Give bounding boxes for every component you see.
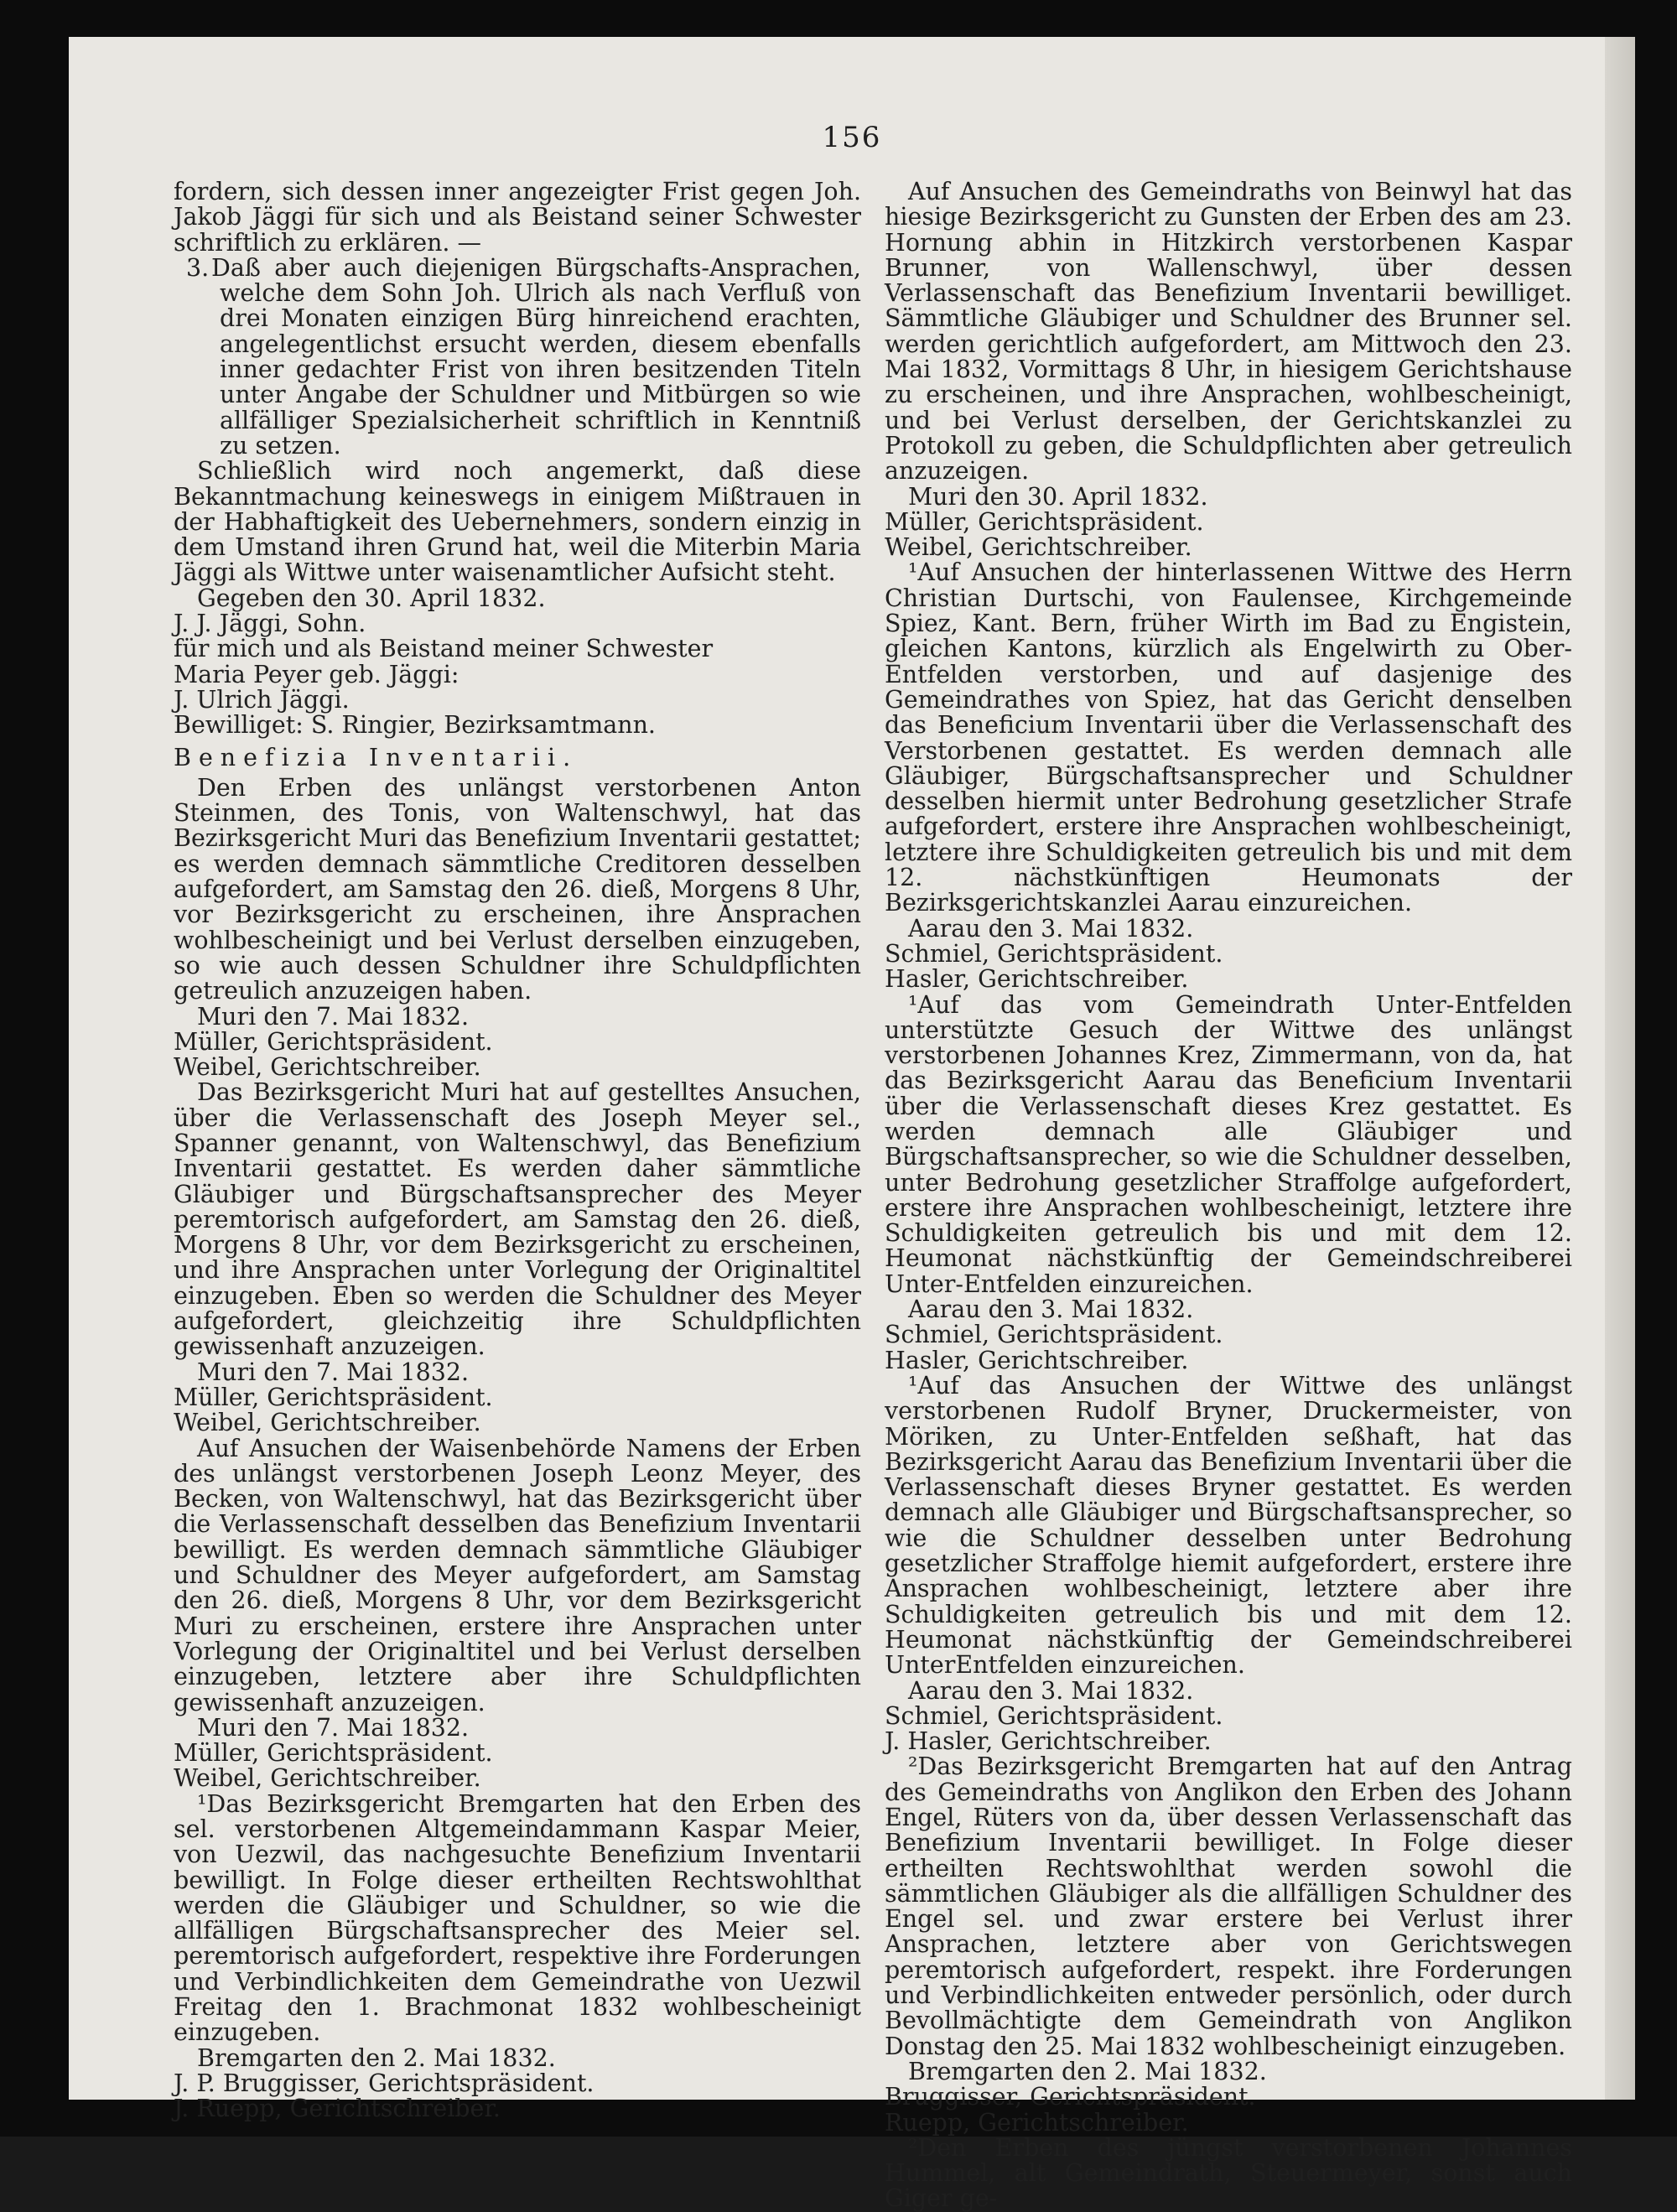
signature-line: Hasler, Gerichtschreiber.: [885, 1346, 1189, 1374]
numbered-paragraph: [174, 253, 861, 460]
signature-line: Schmiel, Gerichtspräsident.: [885, 1701, 1223, 1730]
dateline: Muri den 30. April 1832.: [908, 482, 1208, 511]
signature-line: Müller, Gerichtspräsident.: [885, 507, 1204, 536]
dateline: Aarau den 3. Mai 1832.: [908, 1296, 1194, 1324]
page-edge: [1605, 37, 1635, 2100]
signature-line: Müller, Gerichtspräsident.: [174, 1027, 493, 1056]
left-column: [174, 179, 861, 2122]
dateline: Aarau den 3. Mai 1832.: [908, 1676, 1194, 1705]
notice: ¹Das Bezirksgericht Bremgarten hat den Erben des sel. verstorbenen Altgemeindammann Kaspar Meier, von Uezwil, das nachgesuchte Benefizium Inventarii bewilligt. In Folge dieser ertheilten Rechtswohlthat werden die Gläubiger und Schuldner, so wie die allfälligen Bürgschaftsansprecher des Meier sel. peremtorisch aufgefordert, respektive ihre Forderungen und Verbindlichkeiten dem Gemeindrathe von Uezwil Freitag den 1. Brachmonat 1832 wohlbescheinigt einzugeben.: [174, 1789, 861, 2047]
notice: ¹Auf das Ansuchen der Wittwe des unlängst verstorbenen Rudolf Bryner, Druckermeister, von Möriken, zu Unter-Entfelden seßhaft, hat das Bezirksgericht Aarau das Benefizium Inventarii über die Verlassenschaft dieses Bryner gestattet. Es werden demnach alle Gläubiger und Bürgschaftsansprecher, so wie die Schuldner desselben unter Bedrohung gesetzlicher Straffolge hiemit aufgefordert, erstere ihre Ansprachen wohlbescheinigt, letztere aber ihre Schuldigkeiten getreulich bis und mit dem 12. Heumonat nächstkünftig der Gemeindschreiberei UnterEntfelden einzureichen.: [885, 1371, 1572, 1680]
signature-line: J. Ulrich Jäggi.: [174, 685, 350, 714]
signature-line: Weibel, Gerichtschreiber.: [885, 533, 1192, 562]
right-column: [885, 179, 1572, 2212]
signature-line: Schmiel, Gerichtspräsident.: [885, 939, 1223, 968]
signature-line: J. J. Jäggi, Sohn.: [174, 610, 366, 638]
signature-line: Hasler, Gerichtschreiber.: [885, 965, 1189, 994]
notice: ¹Auf Ansuchen der hinterlassenen Wittwe des Herrn Christian Durtschi, von Faulensee, Kirchgemeinde Spiez, Kant. Bern, früher Wirth im Bad zu Engistein, gleichen Kantons, kürzlich als Engelwirth zu Ober-Entfelden verstorben, und auf dasjenige des Gemeindrathes von Spiez, hat das Gericht denselben das Beneficium Inventarii über die Verlassenschaft des Verstorbenen gestattet. Es werden demnach alle Gläubiger, Bürgschaftsansprecher und Schuldner desselben hiermit unter Bedrohung gesetzlicher Strafe aufgefordert, erstere ihre Ansprachen wohlbescheinigt, letztere ihre Schuldigkeiten getreulich bis und mit dem 12. nächstkünftigen Heumonats der Bezirksgerichtskanzlei Aarau einzureichen.: [885, 558, 1572, 917]
dateline: Gegeben den 30. April 1832.: [197, 584, 546, 612]
dateline: Muri den 7. Mai 1832.: [197, 1002, 470, 1031]
signature-line: Bruggisser, Gerichtspräsident.: [885, 2083, 1256, 2111]
signature-line: J. Ruepp, Gerichtschreiber.: [174, 2095, 501, 2123]
item-text: Daß aber auch diejenigen Bürgschafts-Ansprachen, welche dem Sohn Joh. Ulrich als nach Verfluß von drei Monaten einzigen Bürg hinreichend erachten, angelegentlichst ersucht werden, diesem ebenfalls inner gedachter Frist von ihren besitzenden Titeln unter Angabe der Schuldner und Mitbürgen so wie allfälliger Spezialsicherheit schriftlich in Kenntniß zu setzen.: [211, 253, 861, 460]
newspaper-page: [69, 37, 1635, 2212]
dateline: Bremgarten den 2. Mai 1832.: [197, 2043, 556, 2072]
notice: ¹Auf das vom Gemeindrath Unter-Entfelden unterstützte Gesuch der Wittwe des unlängst verstorbenen Johannes Krez, Zimmermann, von da, hat das Bezirksgericht Aarau das Beneficium Inventarii über die Verlassenschaft dieses Krez gestattet. Es werden demnach alle Gläubiger und Bürgschaftsansprecher, so wie die Schuldner desselben, unter Bedrohung gesetzlicher Straffolge aufgefordert, erstere ihre Ansprachen wohlbescheinigt, letztere ihre Schuldigkeiten getreulich bis und mit dem 12. Heumonat nächstkünftig der Gemeindschreiberei Unter-Entfelden einzureichen.: [885, 990, 1572, 1298]
notice: ²Den Erben des jüngst verstorbenen Johannes Hummel, alt Gemeindrath, Steuermeyer, sonst auch Giger ge-: [885, 2133, 1572, 2212]
dateline: Muri den 7. Mai 1832.: [197, 1358, 470, 1386]
dateline: Muri den 7. Mai 1832.: [197, 1713, 470, 1742]
dateline: Aarau den 3. Mai 1832.: [908, 914, 1194, 942]
notice: Das Bezirksgericht Muri hat auf gestelltes Ansuchen, über die Verlassenschaft des Joseph Meyer sel., Spanner genannt, von Waltenschwyl, das Benefizium Inventarii gestattet. Es werden daher sämmtliche Gläubiger und Bürgschaftsansprecher des Meyer peremtorisch aufgefordert, am Samstag den 26. dieß, Morgens 8 Uhr, vor dem Bezirksgericht zu erscheinen, und ihre Ansprachen unter Vorlegung der Originaltitel einzugeben. Eben so werden die Schuldner des Meyer aufgefordert, gleichzeitig ihre Schuldpflichten gewissenhaft anzuzeigen.: [174, 1078, 861, 1361]
page-number: 156: [822, 121, 882, 154]
signature-line: Müller, Gerichtspräsident.: [174, 1383, 493, 1411]
signature-line: Maria Peyer geb. Jäggi:: [174, 660, 459, 688]
item-number: 3.: [186, 253, 210, 282]
section-heading: Benefizia Inventarii.: [174, 743, 579, 771]
notice: ²Das Bezirksgericht Bremgarten hat auf den Antrag des Gemeindraths von Anglikon den Erben des Johann Engel, Rüters von da, über dessen Verlassenschaft das Benefizium Inventarii bewilliget. In Folge dieser ertheilten Rechtswohlthat werden sowohl die sämmtlichen Gläubiger als die allfälligen Schuldner des Engel sel. und zwar erstere bei Verlust ihrer Ansprachen, letztere aber von Gerichtswegen peremtorisch aufgefordert, respekt. ihre Forderungen und Verbindlichkeiten entweder persönlich, oder durch Bevollmächtigte dem Gemeindrath von Anglikon Donstag den 25. Mai 1832 wohlbescheinigt einzugeben.: [885, 1752, 1572, 2060]
signature-line: Schmiel, Gerichtspräsident.: [885, 1321, 1223, 1349]
approval-line: Bewilliget: S. Ringier, Bezirksamtmann.: [174, 711, 656, 740]
signature-line: J. P. Bruggisser, Gerichtspräsident.: [174, 2069, 594, 2097]
notice: Auf Ansuchen der Waisenbehörde Namens der Erben des unlängst verstorbenen Joseph Leonz Meyer, des Becken, von Waltenschwyl, hat das Bezirksgericht über die Verlassenschaft desselben das Benefizium Inventarii bewilligt. Es werden demnach sämmtliche Gläubiger und Schuldner des Meyer aufgefordert, am Samstag den 26. dieß, Morgens 8 Uhr, vor dem Bezirksgericht Muri zu erscheinen, erstere ihre Ansprachen unter Vorlegung der Originaltitel und bei Verlust derselben einzugeben, letztere aber ihre Schuldpflichten gewissenhaft anzuzeigen.: [174, 1434, 861, 1716]
paragraph: Schließlich wird noch angemerkt, daß diese Bekanntmachung keineswegs in einigem Mißtrauen in der Habhaftigkeit des Uebernehmers, sondern einzig in dem Umstand ihren Grund hat, weil die Miterbin Maria Jäggi als Wittwe unter waisenamtlicher Aufsicht steht.: [174, 457, 861, 587]
signature-line: Weibel, Gerichtschreiber.: [174, 1409, 481, 1437]
signature-line: Ruepp, Gerichtschreiber.: [885, 2108, 1189, 2137]
signature-line: Weibel, Gerichtschreiber.: [174, 1053, 481, 1082]
paragraph: fordern, sich dessen inner angezeigter Frist gegen Joh. Jakob Jäggi für sich und als Beistand seiner Schwester schriftlich zu erklären. —: [174, 178, 861, 257]
notice: Auf Ansuchen des Gemeindraths von Beinwyl hat das hiesige Bezirksgericht zu Gunsten der Erben des am 23. Hornung abhin in Hitzkirch verstorbenen Kaspar Brunner, von Wallenschwyl, über dessen Verlassenschaft das Benefizium Inventarii bewilliget. Sämmtliche Gläubiger und Schuldner des Brunner sel. werden gerichtlich aufgefordert, am Mittwoch den 23. Mai 1832, Vormittags 8 Uhr, in hiesigem Gerichtshause zu erscheinen, und ihre Ansprachen, wohlbescheinigt, und bei Verlust derselben, der Gerichtskanzlei zu Protokoll zu geben, die Schuldpflichten aber getreulich anzuzeigen.: [885, 178, 1572, 485]
notice: Den Erben des unlängst verstorbenen Anton Steinmen, des Tonis, von Waltenschwyl, hat das Bezirksgericht Muri das Benefizium Inventarii gestattet; es werden demnach sämmtliche Creditoren desselben aufgefordert, am Samstag den 26. dieß, Morgens 8 Uhr, vor Bezirksgericht zu erscheinen, ihre Ansprachen wohlbescheinigt und bei Verlust derselben einzugeben, so wie auch dessen Schuldner ihre Schuldpflichten getreulich anzuzeigen haben.: [174, 773, 861, 1005]
signature-line: für mich und als Beistand meiner Schwester: [174, 635, 714, 663]
signature-line: Müller, Gerichtspräsident.: [174, 1739, 493, 1768]
signature-line: J. Hasler, Gerichtschreiber.: [885, 1727, 1212, 1756]
dateline: Bremgarten den 2. Mai 1832.: [908, 2057, 1267, 2085]
signature-line: Weibel, Gerichtschreiber.: [174, 1764, 481, 1793]
